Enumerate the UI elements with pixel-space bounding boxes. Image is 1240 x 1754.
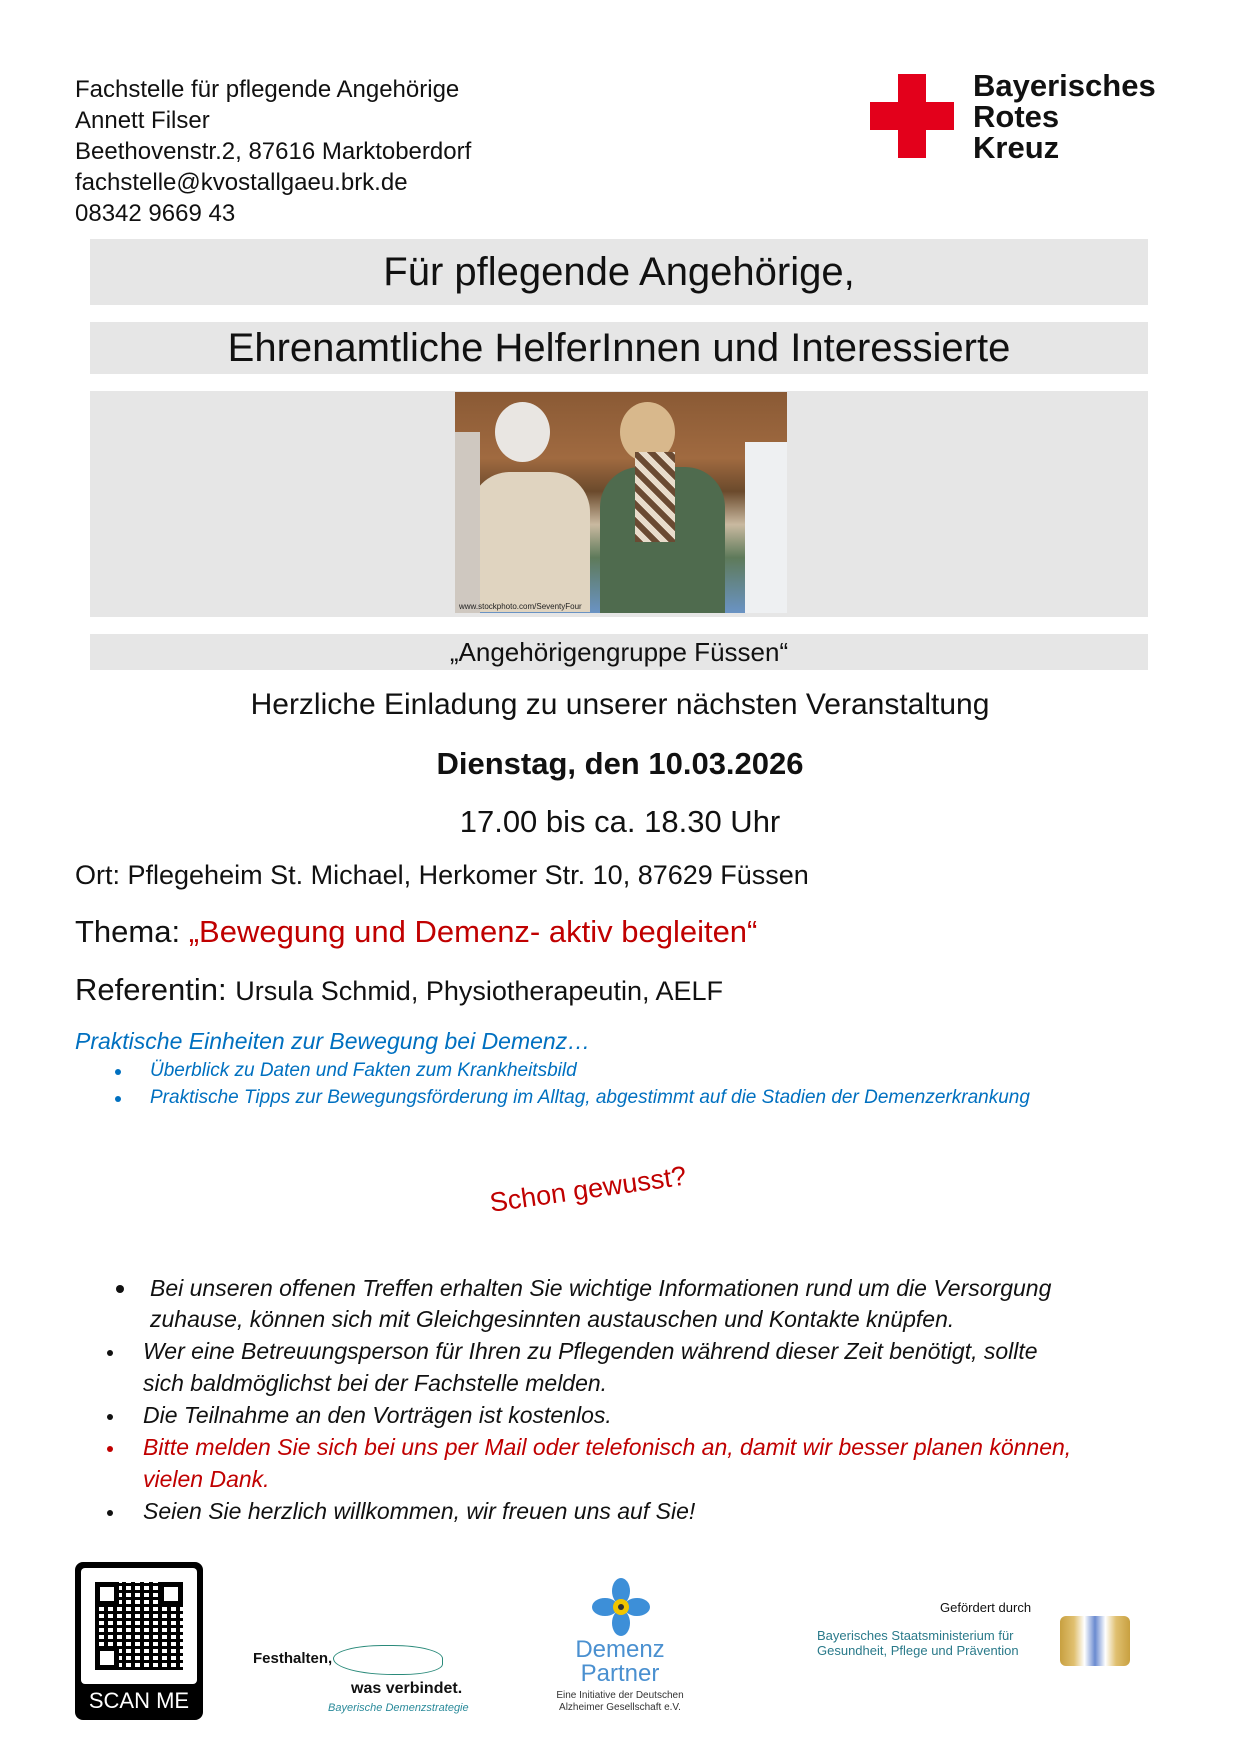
- bullet-icon: [107, 1414, 113, 1420]
- qr-code[interactable]: [75, 1562, 203, 1720]
- demenz-line: Partner: [580, 1660, 660, 1687]
- phone: 08342 9669 43: [75, 200, 236, 227]
- info-item: Seien Sie herzlich willkommen, wir freuen uns auf Sie!: [143, 1498, 696, 1524]
- logo-line: Rotes: [973, 99, 1060, 134]
- practice-item: Überblick zu Daten und Fakten zum Krankheitsbild: [150, 1060, 577, 1081]
- photo-credit: www.stockphoto.com/SeventyFour: [459, 602, 582, 611]
- forget-me-not-icon: [592, 1578, 650, 1636]
- practice-heading: Praktische Einheiten zur Bewegung bei Demenz…: [75, 1028, 591, 1054]
- bullet-icon: [107, 1446, 113, 1452]
- photo-band: [90, 391, 1148, 617]
- logo-line: Bayerisches: [973, 68, 1156, 103]
- festhalten-line: Bayerische Demenzstrategie: [328, 1702, 469, 1714]
- seniors-photo: [455, 392, 787, 613]
- info-item-cont: vielen Dank.: [143, 1466, 270, 1492]
- funding-logo: [805, 1598, 1145, 1674]
- group-name: „Angehörigengruppe Füssen“: [449, 636, 789, 667]
- bullet-icon: [107, 1510, 113, 1516]
- bavarian-coat-of-arms-icon: [1060, 1616, 1130, 1666]
- email-link[interactable]: fachstelle@kvostallgaeu.brk.de: [75, 169, 408, 196]
- demenz-line: Eine Initiative der Deutschen: [556, 1690, 684, 1701]
- funding-line: Gefördert durch: [940, 1600, 1032, 1615]
- group-band: [90, 634, 1148, 670]
- funding-line: Bayerisches Staatsministerium für: [817, 1628, 1014, 1643]
- scan-me-label: SCAN ME: [88, 1688, 190, 1713]
- info-item: Wer eine Betreuungsperson für Ihren zu Pflegenden während dieser Zeit benötigt, sollte: [143, 1338, 1038, 1364]
- bullet-icon: [115, 1096, 121, 1102]
- event-time: 17.00 bis ca. 18.30 Uhr: [459, 804, 781, 839]
- did-you-know-heading: Schon gewusst?: [487, 1160, 689, 1218]
- title-band-2: [90, 322, 1148, 374]
- event-topic: [75, 914, 757, 950]
- event-location: Ort: Pflegeheim St. Michael, Herkomer Str. 10, 87629 Füssen: [75, 860, 809, 890]
- bullet-icon: [107, 1350, 113, 1356]
- logo-line: Kreuz: [973, 130, 1060, 165]
- info-item-cont: zuhause, können sich mit Gleichgesinnten austauschen und Kontakte knüpfen.: [150, 1306, 955, 1332]
- contact-name: Annett Filser: [75, 107, 210, 134]
- bullet-icon: [115, 1069, 121, 1075]
- demenz-partner-logo: [540, 1578, 700, 1718]
- hands-icon: [333, 1645, 443, 1675]
- festhalten-logo: [253, 1645, 473, 1720]
- org-name: Fachstelle für pflegende Angehörige: [75, 76, 460, 103]
- practice-item: Praktische Tipps zur Bewegungsförderung im Alltag, abgestimmt auf die Stadien der Demenzerkrankung: [150, 1087, 1030, 1108]
- title-line-1: Für pflegende Angehörige,: [383, 249, 855, 294]
- title-band-1: [90, 239, 1148, 305]
- event-date: Dienstag, den 10.03.2026: [436, 746, 804, 781]
- info-item: Die Teilnahme an den Vorträgen ist kostenlos.: [143, 1402, 612, 1428]
- topic-value: „Bewegung und Demenz- aktiv begleiten“: [188, 914, 758, 949]
- event-speaker: [75, 972, 723, 1008]
- demenz-line: Demenz: [575, 1636, 665, 1663]
- demenz-line: Alzheimer Gesellschaft e.V.: [559, 1702, 681, 1713]
- festhalten-line: Festhalten,: [253, 1650, 333, 1667]
- title-line-2: Ehrenamtliche HelferInnen und Interessierte: [227, 325, 1011, 370]
- speaker-value: Ursula Schmid, Physiotherapeutin, AELF: [235, 976, 724, 1006]
- funding-line: Gesundheit, Pflege und Prävention: [817, 1643, 1019, 1658]
- topic-label: Thema:: [75, 914, 189, 949]
- info-item: Bitte melden Sie sich bei uns per Mail oder telefonisch an, damit wir besser planen können,: [143, 1434, 1072, 1460]
- red-cross-icon: [870, 74, 954, 158]
- address: Beethovenstr.2, 87616 Marktoberdorf: [75, 138, 472, 165]
- speaker-label: Referentin:: [75, 972, 236, 1007]
- info-item: Bei unseren offenen Treffen erhalten Sie wichtige Informationen rund um die Versorgung: [150, 1275, 1052, 1301]
- invitation: Herzliche Einladung zu unserer nächsten Veranstaltung: [250, 688, 990, 721]
- festhalten-line: was verbindet.: [351, 1680, 463, 1697]
- info-item-cont: sich baldmöglichst bei der Fachstelle melden.: [143, 1370, 608, 1396]
- bullet-icon: [116, 1285, 124, 1293]
